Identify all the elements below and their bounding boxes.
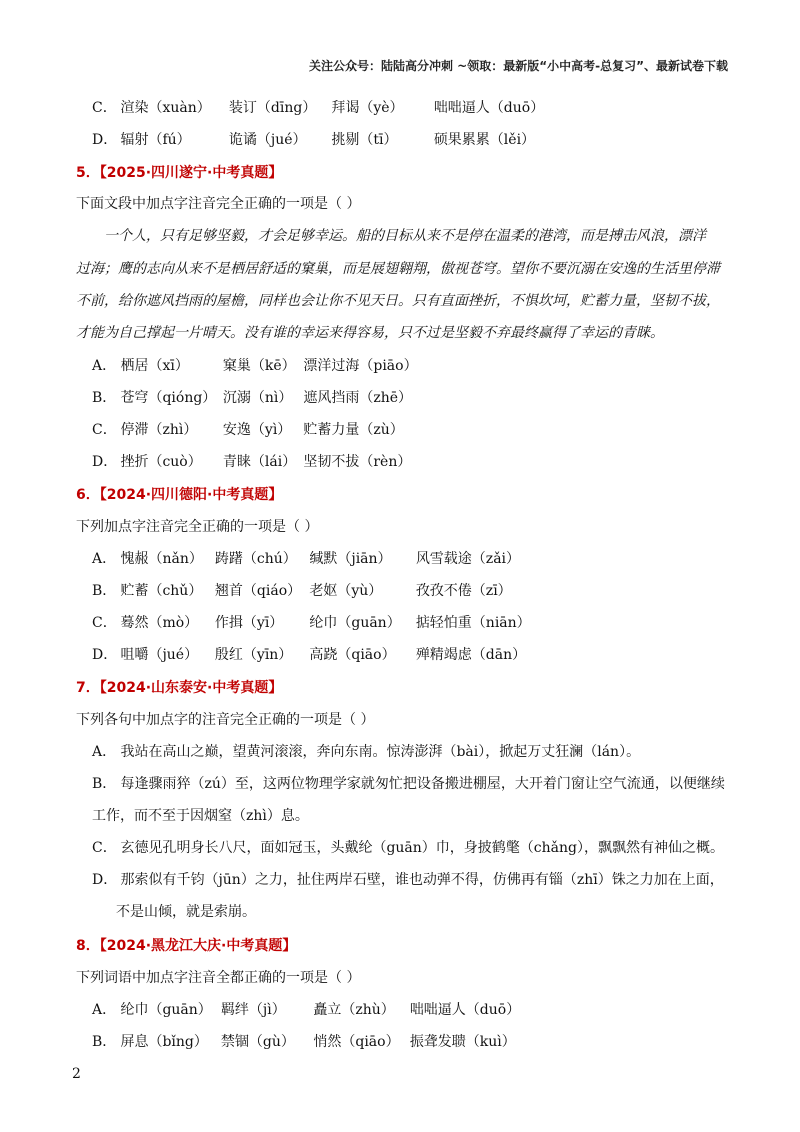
page-header: 关注公众号：陆陆高分冲刺 ~领取：最新版“小中高考-总复习”、最新试卷下载 [309,59,728,73]
option-item: 挫折（cuò） [120,454,202,470]
option-item: 振聋发聩（kuì） [409,1034,516,1050]
question-6-option-b [92,584,512,598]
question-5-passage-line: 不前，给你遮风挡雨的屋檐，同样也会让你不见天日。只有直面挫折，不惧坎坷，贮蓄力量，坚韧不拔， [76,293,720,309]
option-item: 作揖（yī） [214,615,284,631]
option-item: 硕果累累（lěi） [433,132,536,148]
option-item: 栖居（xī） [120,358,189,374]
question-6-option-c [92,616,531,630]
option-item: 渲染（xuàn） [120,100,211,116]
question-5-passage-line: 过海；鹰的志向从来不是栖居舒适的窠巢，而是展翅翱翔，傲视苍穹。望你不要沉溺在安逸的生活里停滞 [76,261,720,277]
option-item: 贮蓄（chǔ） [120,583,203,599]
question-6-option-d [92,648,526,662]
option-letter: D． [92,647,118,663]
option-item: 悄然（qiāo） [313,1034,400,1050]
question-5-stem: 下面文段中加点字注音完全正确的一项是（ ） [76,196,361,212]
question-7-option-b-continuation: 工作，而不至于因烟窒（zhì）息。 [92,808,309,824]
question-7-option-d-continuation: 不是山倾，就是索崩。 [116,904,256,920]
option-c [92,101,544,115]
question-7-option-c [92,841,724,855]
option-item: 踌躇（chú） [214,551,297,567]
option-item: 坚韧不拔（rèn） [303,454,412,470]
option-letter: A． [92,1002,117,1018]
option-item: 咄咄逼人（duō） [433,100,545,116]
option-item: 安逸（yì） [222,422,292,438]
option-item: 羁绊（jì） [220,1002,286,1018]
option-item: 咄咄逼人（duō） [409,1002,521,1018]
question-5-title: 5．【2025·四川遂宁·中考真题】 [76,165,283,181]
question-5-option-a [92,359,418,373]
option-item: 殷红（yīn） [214,647,293,663]
question-6-title: 6．【2024·四川德阳·中考真题】 [76,487,283,503]
option-letter: D． [92,872,118,888]
option-letter: C． [92,840,117,856]
option-d [92,133,535,147]
option-item: 诡谲（jué） [228,132,307,148]
question-5-passage-line: 一个人，只有足够坚毅，才会足够幸运。船的目标从来不是停在温柔的港湾，而是搏击风浪，漂洋 [104,228,706,244]
question-7-option-d [92,873,724,887]
option-item: 停滞（zhì） [120,422,198,438]
option-letter: D． [92,454,118,470]
option-item: 沉溺（nì） [222,390,293,406]
option-item: 装订（dīng） [228,100,317,116]
option-letter: B． [92,583,117,599]
option-item: 老妪（yù） [309,583,383,599]
question-7-title: 7．【2024·山东泰安·中考真题】 [76,680,283,696]
option-item: 拜谒（yè） [331,100,404,116]
option-item: 禁锢（gù） [220,1034,295,1050]
option-letter: C． [92,422,117,438]
option-item: 遮风挡雨（zhē） [303,390,413,406]
option-item: 缄默（jiān） [309,551,392,567]
option-letter: C． [92,615,117,631]
question-8-title: 8．【2024·黑龙江大庆·中考真题】 [76,938,297,954]
option-text: 我站在高山之巅，望黄河滚滚，奔向东南。惊涛澎湃（bài），掀起万丈狂澜（lán）。 [120,744,641,760]
option-letter: B． [92,1034,117,1050]
option-item: 孜孜不倦（zī） [415,583,512,599]
option-item: 辐射（fú） [120,132,191,148]
option-item: 殚精竭虑（dān） [415,647,527,663]
option-letter: B． [92,776,117,792]
option-item: 贮蓄力量（zù） [303,422,404,438]
option-item: 蓦然（mò） [120,615,199,631]
question-6-option-a [92,552,520,566]
option-letter: A． [92,358,117,374]
option-item: 漂洋过海（piāo） [303,358,418,374]
option-item: 咀嚼（jué） [120,647,199,663]
question-5-option-d [92,455,411,469]
option-item: 挑剔（tī） [331,132,398,148]
option-text: 玄德见孔明身长八尺，面如冠玉，头戴纶（guān）巾，身披鹤氅（chǎng），飘飘然有神仙之概。 [120,840,724,856]
option-item: 苍穹（qióng） [120,390,217,406]
question-7-option-a [92,745,640,759]
option-item: 纶巾（guān） [309,615,401,631]
option-letter: A． [92,551,117,567]
option-text: 每逢骤雨猝（zú）至，这两位物理学家就匆忙把设备搬进棚屋，大开着门窗让空气流通，以便继续 [120,776,725,792]
question-8-stem: 下列词语中加点字注音全都正确的一项是（ ） [76,970,361,986]
option-letter: D． [92,132,118,148]
option-letter: C． [92,100,117,116]
option-letter: B． [92,390,117,406]
page-number: 2 [72,1066,81,1082]
option-item: 掂轻怕重（niān） [415,615,531,631]
question-5-option-c [92,423,404,437]
question-8-option-b [92,1035,516,1049]
option-letter: A． [92,744,117,760]
question-7-stem: 下列各句中加点字的注音完全正确的一项是（ ） [76,712,375,728]
option-item: 愧赧（nǎn） [120,551,203,567]
option-item: 高跷（qiāo） [309,647,396,663]
option-item: 青睐（lái） [222,454,297,470]
option-text: 那索似有千钧（jūn）之力，扯住两岸石壁，谁也动弹不得，仿佛再有锱（zhī）铢之力加在上面， [120,872,724,888]
option-item: 翘首（qiáo） [214,583,302,599]
option-item: 屏息（bǐng） [120,1034,208,1050]
question-7-option-b [92,777,725,791]
question-5-passage-line: 才能为自己撑起一片晴天。没有谁的幸运来得容易，只不过是坚毅不弃最终赢得了幸运的青睐。 [76,325,664,341]
option-item: 窠巢（kē） [222,358,296,374]
question-8-option-a [92,1003,520,1017]
question-5-option-b [92,391,412,405]
option-item: 纶巾（guān） [120,1002,212,1018]
question-6-stem: 下列加点字注音完全正确的一项是（ ） [76,519,319,535]
option-item: 风雪载途（zǎi） [415,551,521,567]
option-item: 矗立（zhù） [313,1002,395,1018]
